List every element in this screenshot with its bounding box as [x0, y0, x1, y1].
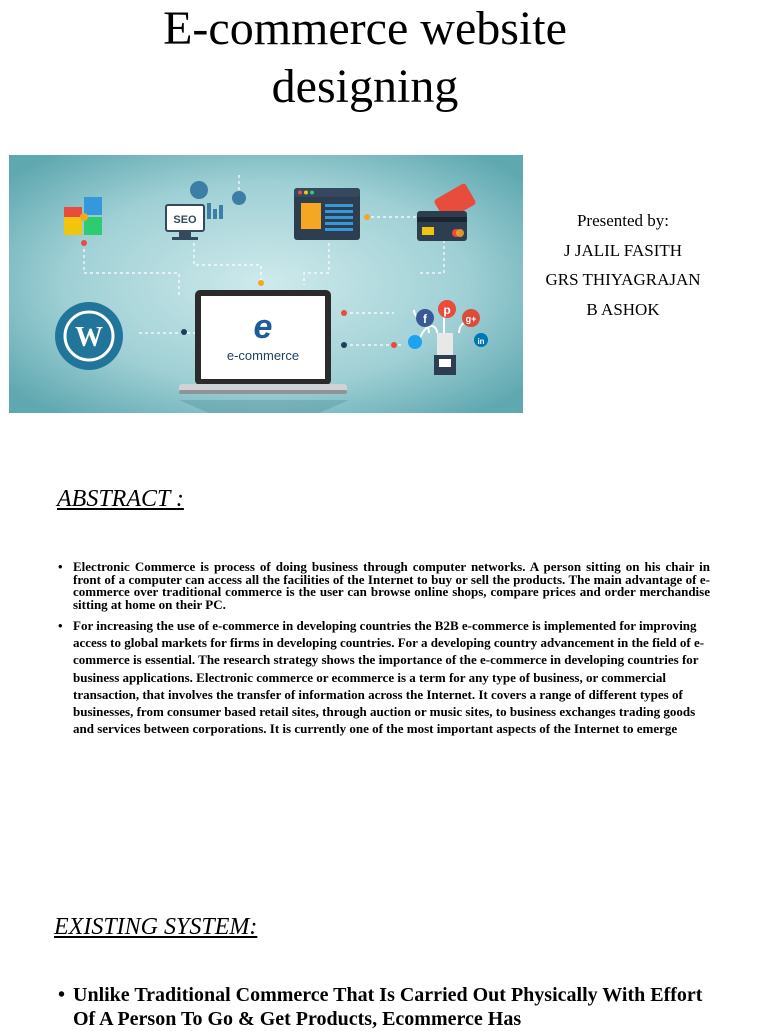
presenters-block [533, 206, 713, 324]
web-page-icon [294, 188, 360, 240]
abstract-heading: ABSTRACT : [57, 486, 184, 512]
list-item: • For increasing the use of e-commerce in developing countries the B2B e-commerce is implemented for improving access to global markets for firms in developing countries. For a developing country advancement in the field of e-commerce is essential. The research strategy shows the importance of the e-commerce in developing countries for business applications. Electronic commerce or ecommerce is a term for any type of business, or commercial transaction, that involves the transfer of information across the Internet. It covers a range of different types of businesses, from consumer based retail sites, through auction or music sites, to business exchanges trading goods and services between corporations. It is currently one of the most important aspects of the Internet to emerge [58, 617, 710, 737]
abstract-list [58, 561, 710, 737]
laptop-text: e-commerce [226, 348, 300, 363]
svg-text:in: in [477, 337, 485, 346]
existing-system-heading: EXISTING SYSTEM: [54, 914, 258, 940]
svg-text:e: e [253, 308, 273, 346]
page-title [60, 0, 670, 116]
presenter-name: GRS THIYAGRAJAN [545, 270, 701, 289]
banner-illustration [9, 155, 523, 413]
list-item: • Unlike Traditional Commerce That Is Carried Out Physically With Effort Of A Person To Go & Get Products, Ecommerce Has [58, 983, 708, 1031]
svg-text:W: W [75, 322, 103, 353]
presenter-name: B ASHOK [586, 299, 660, 319]
svg-text:g+: g+ [465, 314, 477, 324]
presented-by-label: Presented by: [576, 211, 670, 230]
title-line-1: E-commerce website [163, 2, 567, 55]
title-line-2: designing [271, 60, 459, 113]
wordpress-icon [55, 302, 123, 370]
seo-text: SEO [173, 214, 197, 226]
svg-text:p: p [443, 303, 451, 317]
ecommerce-banner-image [9, 155, 523, 413]
presenter-name: J JALIL FASITH [563, 240, 683, 260]
svg-text:f: f [423, 312, 427, 326]
list-item: • Electronic Commerce is process of doing business through computer networks. A person sitting on his chair in front of a computer can access all the facilities of the Internet to buy or sell the products. The main advantage of e-commerce over traditional commerce is the user can browse online shops, compare prices and order merchandise sitting at home on their PC. [58, 561, 710, 611]
